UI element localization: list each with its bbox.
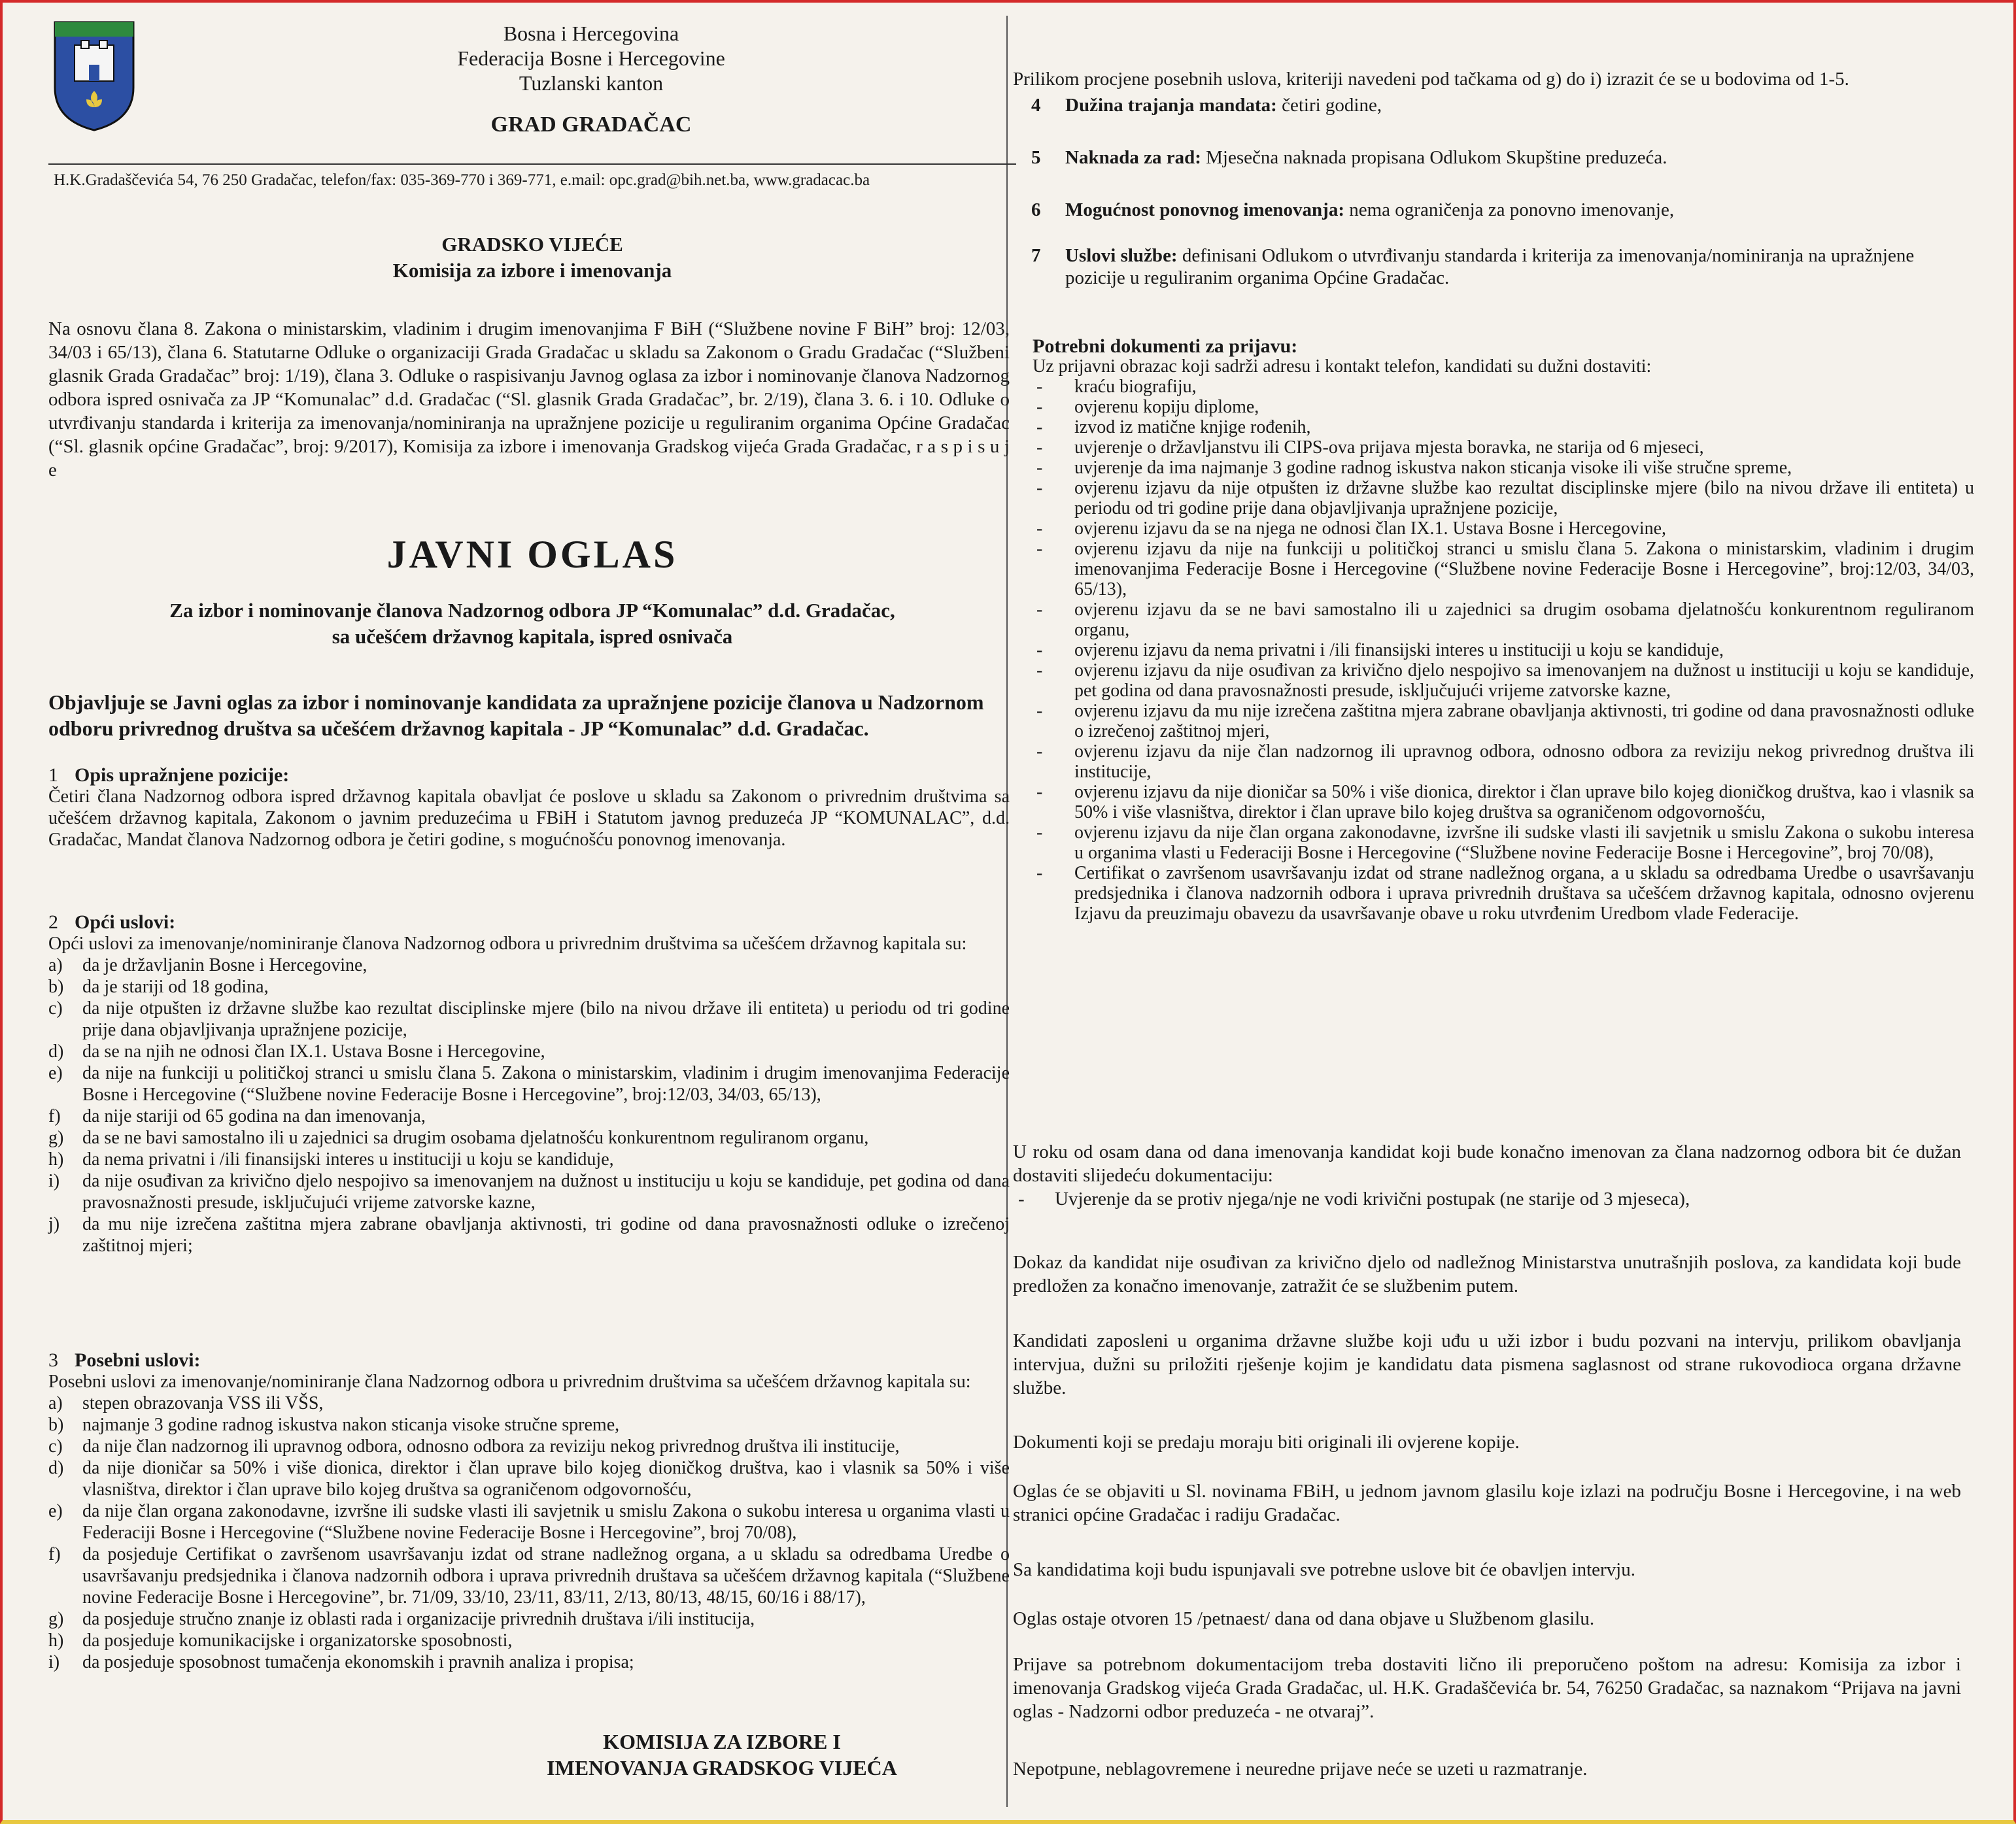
list-item: c) da nije otpušten iz državne službe kao rezultat disciplinske mjere (bilo na nivou države ili entiteta) u periodu od tri godine prije dana objavljivanja upražnjene pozicije, xyxy=(48,998,1010,1040)
list-item: f) da posjeduje Certifikat o završenom usavršavanju izdat od strane nadležnog organa, a u skladu sa odredbama Uredbe o usavršavanju predsjednika i članova nadzornih odbora i uprava privrednih društava sa učešćem državnog kapitala (“Službene novine Federacije Bosne i Hercegovine”, br. 71/09, 33/10, 23/11, 83/11, 2/13, 80/13, 48/15, 60/16 i 88/17), xyxy=(48,1544,1010,1608)
announcement-paragraph: Objavljuje se Javni oglas za izbor i nominovanje kandidata za upražnjene pozicije članova u Nadzornom odboru privrednog društva sa učešćem državnog kapitala - JP “Komunalac” d.d. Gradačac. xyxy=(48,690,984,740)
ad-subtitle xyxy=(42,598,1023,650)
federation-name: Federacija Bosne i Hercegovine xyxy=(457,46,725,70)
list-item: - Certifikat o završenom usavršavanju izdat od strane nadležnog organa, a u skladu sa odredbama Uredbe o usavršavanju predsjednika i članova nadzornih odbora i uprava privrednih društava sa učešćem državnog kapitala, odnosno ovjerenu Izjavu da preuzimaju obavezu da usavršavanje obave u roku utvrđenim Uredbom vlade Federacije. xyxy=(1033,863,1974,924)
open-period-paragraph: Oglas ostaje otvoren 15 /petnaest/ dana od dana objave u Službenom glasilu. xyxy=(1013,1608,1595,1629)
general-conditions-list xyxy=(48,954,1010,1257)
employed-candidates-paragraph: Kandidati zaposleni u organima državne službe koji uđu u uži izbor i budu pozvani na intervju, prilikom obavljanja intervjua, dužni su priložiti rješenje kojim je kandidatu data pismena saglasnost od strane rukovodioca organa državne službe. xyxy=(1013,1330,1961,1398)
list-item: - ovjerenu izjavu da nije osuđivan za krivično djelo nespojivo sa imenovanjem na dužnost u instituciji u koju se kandiduje, pet godina od dana pravosnažnosti presude, isključujući vrijeme zatvorske kazne, xyxy=(1033,660,1974,701)
city-name: GRAD GRADAČAC xyxy=(490,112,692,137)
list-item: f) da nije stariji od 65 godina na dan imenovanja, xyxy=(48,1106,426,1126)
publication-paragraph: Oglas će se objaviti u Sl. novinama FBiH, u jednom javnom glasilu koje izlazi na području Bosne i Hercegovine, i na web stranici općine Gradačac i radiju Gradačac. xyxy=(1013,1481,1961,1525)
list-item: d) da nije dioničar sa 50% i više dionica, direktor i član uprave bilo kojeg dioničkog društva, kao i vlasnik sa 50% i više vlasništva, direktor i član uprave bilo kojeg društva sa ograničenom odgovornošću, xyxy=(48,1458,1010,1500)
left-column xyxy=(22,16,1010,1672)
section-special-conditions xyxy=(48,1349,1010,1673)
item-compensation: 5 Naknada za rad: Mjesečna naknada propisana Odlukom Skupštine preduzeća. xyxy=(1031,147,1667,168)
list-item: h) da posjeduje komunikacijske i organizatorske sposobnosti, xyxy=(48,1630,513,1651)
list-item: c) da nije član nadzornog ili upravnog odbora, odnosno odbora za reviziju nekog privrednog društva ili institucije, xyxy=(48,1436,900,1457)
item-mandate-duration: 4 Dužina trajanja mandata: četiri godine, xyxy=(1031,95,1382,116)
interview-paragraph: Sa kandidatima koji budu ispunjavali sve potrebne uslove bit će obavljen intervju. xyxy=(1013,1559,1635,1580)
list-item: - uvjerenje o državljanstvu ili CIPS-ova prijava mjesta boravka, ne starija od 6 mjeseci, xyxy=(1033,437,1974,458)
list-item: - ovjerenu izjavu da nije otpušten iz državne službe kao rezultat disciplinske mjere (bilo na nivou države ili entiteta) u periodu od tri godine prije dana objavljivanja upražnjene pozicije, xyxy=(1033,478,1974,518)
list-item: - ovjerenu izjavu da se ne bavi samostalno ili u zajednici sa drugim osobama djelatnošću konkurentnom reguliranom organu, xyxy=(1033,600,1974,640)
letterhead-text xyxy=(277,21,905,137)
council-heading xyxy=(42,231,1023,284)
list-item: g) da posjeduje stručno znanje iz oblasti rada i organizacije privrednih društava i/ili institucija, xyxy=(48,1609,755,1629)
required-documents-list xyxy=(1033,377,1974,924)
required-documents-intro: Uz prijavni obrazac koji sadrži adresu i kontakt telefon, kandidati su dužni dostaviti: xyxy=(1033,356,1652,377)
section-intro: Opći uslovi za imenovanje/nominiranje članova Nadzornog odbora u privrednim društvima sa učešćem državnog kapitala su: xyxy=(48,934,967,954)
post-appointment-paragraph: U roku od osam dana od dana imenovanja kandidat koji bude konačno imenovan za člana nadzornog odbora bit će dužan dostaviti slijedeću dokumentaciju: - Uvjerenje da se protiv njega/nje ne vodi krivični postupak (ne starije od 3 mjeseca), xyxy=(1013,1140,1961,1211)
section-vacancy-description xyxy=(48,764,1010,851)
list-item: g) da se ne bavi samostalno ili u zajednici sa drugim osobama djelatnošću konkurentnom reguliranom organu, xyxy=(48,1128,869,1148)
list-item: - ovjerenu izjavu da nije dioničar sa 50% i više dionica, direktor i član uprave bilo kojeg dioničkog društva, kao i vlasnik sa 50% i više vlasništva, direktor i član uprave bilo kojeg društva sa ograničenom odgovornošću, xyxy=(1033,782,1974,822)
required-documents xyxy=(1033,336,1974,924)
signature-block xyxy=(526,1729,918,1781)
signature-line-2: IMENOVANJA GRADSKOG VIJEĆA xyxy=(547,1756,897,1780)
list-item: e) da nije član organa zakonodavne, izvršne ili sudske vlasti ili savjetnik u smislu Zakona o sukobu interesa u organima vlasti u Federaciji Bosne i Hercegovine (“Službene novine Federacije Bosne i Hercegovine”, broj 70/08), xyxy=(48,1501,1010,1543)
contact-address: H.K.Gradaščevića 54, 76 250 Gradačac, telefon/fax: 035-369-770 i 369-771, e.mail: opc.grad@bih.net.ba, www.gradacac.ba xyxy=(54,171,870,189)
list-item: - uvjerenje da ima najmanje 3 godine radnog iskustva nakon sticanja visoke ili više stručne spreme, xyxy=(1033,458,1974,478)
list-item: - ovjerenu izjavu da nije član nadzornog ili upravnog odbora, odnosno odbora za reviziju nekog privrednog društva ili institucije, xyxy=(1033,741,1974,782)
legal-basis-paragraph: Na osnovu člana 8. Zakona o ministarskim, vladinim i drugim imenovanjima F BiH (“Službene novine F BiH” broj: 12/03, 34/03 i 65/13), člana 6. Statutarne Odluke o organizaciji Grada Gradačac u skladu sa Zakonom o Gradu Gradačac (“Službeni glasnik Grada Gradačac” broj: 1/19), člana 3. Odluke o raspisivanju Javnog oglasa za izbor i nominovanje članova Nadzornog odbora ispred osnivača za JP “Komunalac” d.d. Gradačac (“Sl. glasnik Grada Gradačac”, br. 2/19), člana 3. 6. i 10. Odluke o utvrđivanju standarda i kriterija za imenovanja/nominiranja na upražnjene pozicije u reguliranim organima Općine Gradačac (“Sl. glasnik općine Gradačac”, broj: 9/2017), Komisija za izbore i imenovanja Gradskog vijeća Grada Gradačac, r a s p i s u j e xyxy=(48,318,1010,481)
submission-paragraph: Prijave sa potrebnom dokumentacijom treba dostaviti lično ili preporučeno poštom na adresu: Komisija za izbor i imenovanja Gradskog vijeća Grada Gradačac, ul. H.K. Gradaščevića br. 54, 76250 Gradačac, sa naznakom “Prijava na javni oglas - Nadzorni odbor preduzeća - ne otvaraj”. xyxy=(1013,1654,1961,1722)
letterhead-rule xyxy=(48,163,1016,165)
list-item: a) stepen obrazovanja VSS ili VŠS, xyxy=(48,1393,324,1413)
section-heading: 1 Opis upražnjene pozicije: xyxy=(48,764,290,786)
section-text: Četiri člana Nadzornog odbora ispred državnog kapitala obavljat će poslove u skladu sa Zakonom o privrednim društvima sa učešćem državnog kapitala, Zakonom o javnim preduzećima u FBiH i Statutom javnog preduzeća JP “KOMUNALAC”, d.d. Gradačac, Mandat članova Nadzornog odbora je četiri godine, s mogućnošću ponovnog imenovanja. xyxy=(48,786,1010,850)
list-item: - ovjerenu izjavu da nije na funkciji u političkoj stranci u smislu člana 5. Zakona o ministarskim, vladinim i drugim imenovanjima Federacije Bosne i Hercegovine (“Službene novine Federacije Bosne i Hercegovine”, broj:12/03, 34/03, 65/13), xyxy=(1033,539,1974,600)
ad-title: JAVNI OGLAS xyxy=(386,533,678,576)
canton-name: Tuzlanski kanton xyxy=(519,71,664,95)
city-crest-icon xyxy=(48,16,140,133)
criteria-note: Prilikom procjene posebnih uslova, kriteriji navedeni pod tačkama od g) do i) izrazit će se u bodovima od 1-5. xyxy=(1013,69,1849,90)
list-item: - ovjerenu izjavu da mu nije izrečena zaštitna mjera zabrane obavljanja aktivnosti, tri godine od dana pravosnažnosti odluke o izrečenoj zaštitnoj mjeri, xyxy=(1033,701,1974,741)
list-item: - Uvjerenje da se protiv njega/nje ne vodi krivični postupak (ne starije od 3 mjeseca), xyxy=(1013,1187,1961,1211)
required-documents-heading: Potrebni dokumenti za prijavu: xyxy=(1033,335,1298,357)
list-item: d) da se na njih ne odnosi član IX.1. Ustava Bosne i Hercegovine, xyxy=(48,1041,545,1062)
letterhead xyxy=(22,16,1003,146)
commission-name: Komisija za izbore i imenovanja xyxy=(392,259,672,282)
list-item: b) najmanje 3 godine radnog iskustva nakon sticanja visoke stručne spreme, xyxy=(48,1415,620,1435)
list-item: i) da nije osuđivan za krivično djelo nespojivo sa imenovanjem na dužnost u instituciju u koju se kandiduje, pet godina od dana pravosnažnosti presude, isključujući vrijeme zatvorske kazne, xyxy=(48,1171,1010,1213)
special-conditions-list xyxy=(48,1393,1010,1673)
ad-subtitle-line-1: Za izbor i nominovanje članova Nadzornog odbora JP “Komunalac” d.d. Gradačac, xyxy=(169,599,895,622)
list-item: - kraću biografiju, xyxy=(1033,377,1974,397)
incomplete-applications-paragraph: Nepotpune, neblagovremene i neuredne prijave neće se uzeti u razmatranje. xyxy=(1013,1759,1588,1780)
list-item: h) da nema privatni i /ili finansijski interes u instituciji u koju se kandiduje, xyxy=(48,1149,614,1170)
proof-paragraph: Dokaz da kandidat nije osuđivan za krivično djelo od nadležnog Ministarstva unutrašnjih poslova, za kandidata koji bude predložen za konačno imenovanje, zatražit će se službenim putem. xyxy=(1013,1252,1961,1296)
list-item: a) da je državljanin Bosne i Hercegovine, xyxy=(48,955,367,975)
item-reappointment: 6 Mogućnost ponovnog imenovanja: nema ograničenja za ponovno imenovanje, xyxy=(1031,199,1675,220)
list-item: - ovjerenu izjavu da nije član organa zakonodavne, izvršne ili sudske vlasti ili savjetnik u smislu Zakona o sukobu interesa u organima vlasti u Federaciji Bosne i Hercegovine (“Službene novine Federacije Bosne i Hercegovine”, broj 70/08), xyxy=(1033,822,1974,863)
list-item: - ovjerenu izjavu da nema privatni i /ili finansijski interes u instituciji u koju se kandiduje, xyxy=(1033,640,1974,660)
section-general-conditions xyxy=(48,911,1010,1257)
ad-subtitle-line-2: sa učešćem državnog kapitala, ispred osnivača xyxy=(332,625,733,648)
list-item: e) da nije na funkciji u političkoj stranci u smislu člana 5. Zakona o ministarskim, vladinim i drugim imenovanjima Federacije Bosne i Hercegovine (“Službene novine Federacije Bosne i Hercegovine”, broj:12/03, 34/03, 65/13), xyxy=(48,1063,1010,1105)
list-item: - ovjerenu kopiju diplome, xyxy=(1033,397,1974,417)
section-heading: 2 Opći uslovi: xyxy=(48,911,176,933)
section-heading: 3 Posebni uslovi: xyxy=(48,1349,201,1371)
council-name: GRADSKO VIJEĆE xyxy=(441,233,623,256)
country-name: Bosna i Hercegovina xyxy=(503,22,679,45)
list-item: - izvod iz matične knjige rođenih, xyxy=(1033,417,1974,437)
list-item: i) da posjeduje sposobnost tumačenja ekonomskih i pravnih analiza i propisa; xyxy=(48,1652,634,1672)
signature-line-1: KOMISIJA ZA IZBORE I xyxy=(603,1730,841,1753)
originals-paragraph: Dokumenti koji se predaju moraju biti originali ili ovjerene kopije. xyxy=(1013,1432,1520,1453)
list-item: j) da mu nije izrečena zaštitna mjera zabrane obavljanja aktivnosti, tri godine od dana pravosnažnosti odluke o izrečenoj zaštitnoj mjeri; xyxy=(48,1214,1010,1256)
list-item: b) da je stariji od 18 godina, xyxy=(48,977,269,997)
item-service-conditions: 7 Uslovi službe: definisani Odlukom o utvrđivanju standarda i kriterija za imenovanja/nominiranja na upražnjene pozicije u reguliranim organima Općine Gradačac. xyxy=(1031,245,1915,288)
list-item: - ovjerenu izjavu da se na njega ne odnosi član IX.1. Ustava Bosne i Hercegovine, xyxy=(1033,518,1974,539)
section-intro: Posebni uslovi za imenovanje/nominiranje člana Nadzornog odbora u privrednim društvima sa učešćem državnog kapitala su: xyxy=(48,1372,971,1392)
